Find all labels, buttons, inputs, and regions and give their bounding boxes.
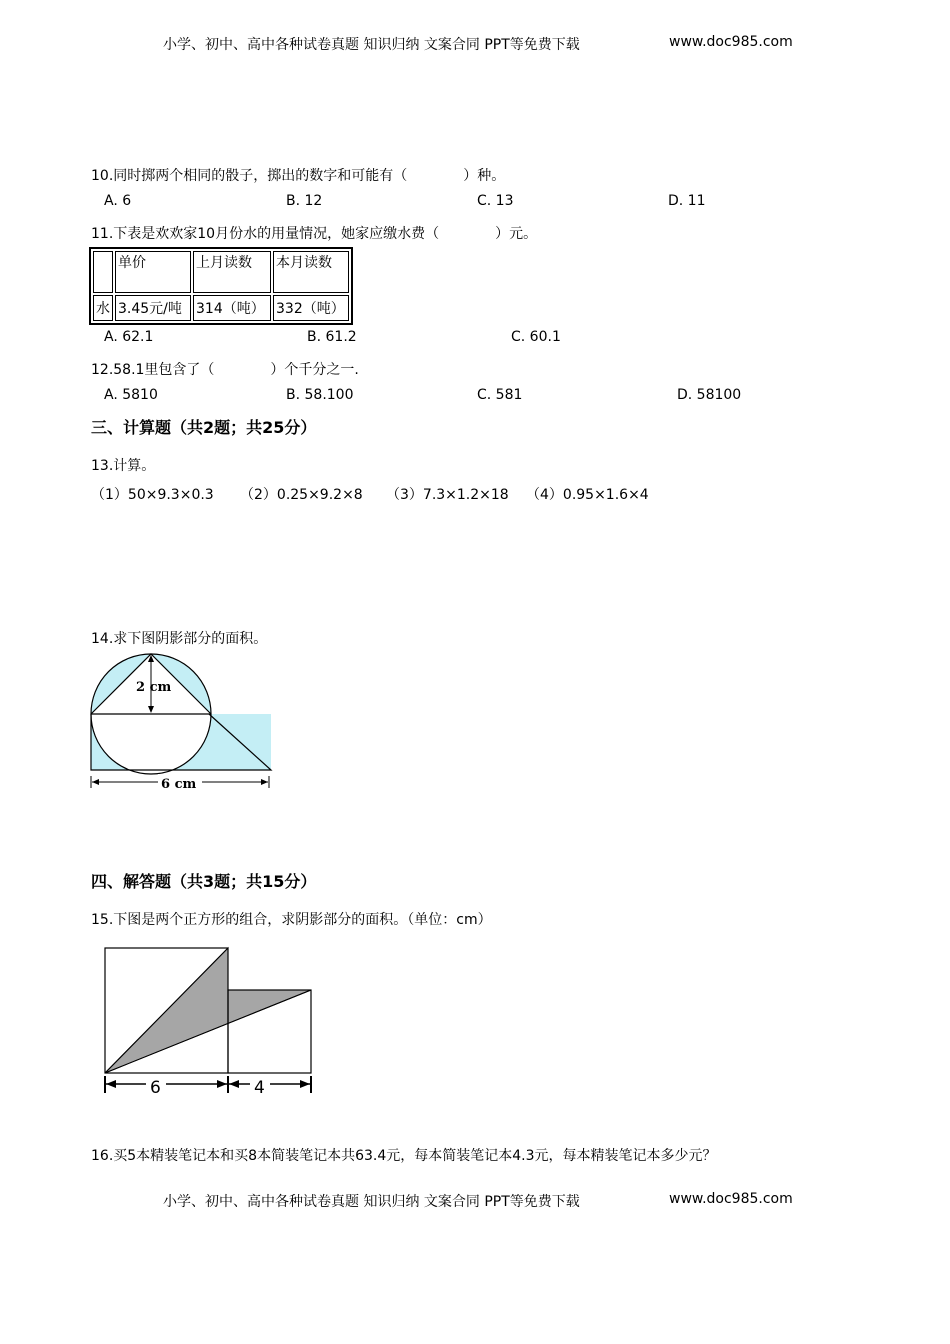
question-11: 11.下表是欢欢家10月份水的用量情况，她家应缴水费（ ）元。	[91, 226, 538, 242]
q15-shaded-region	[105, 948, 311, 1073]
question-16: 16.买5本精装笔记本和买8本简装笔记本共63.4元，每本简装笔记本4.3元，每本精装笔记本多少元？	[91, 1148, 717, 1164]
table-header-cell: 本月读数	[273, 251, 349, 293]
q12-option-a[interactable]: A. 5810	[104, 387, 158, 403]
q11-option-a[interactable]: A. 62.1	[104, 329, 154, 345]
table-header-cell: 上月读数	[193, 251, 271, 293]
q13-item-2: （2）0.25×9.2×8	[240, 487, 363, 503]
q13-item-3: （3）7.3×1.2×18	[386, 487, 509, 503]
table-cell: 水	[93, 295, 113, 321]
header-site[interactable]: www.doc985.com	[669, 34, 793, 50]
table-row	[93, 295, 349, 321]
table-cell: 314（吨）	[193, 295, 271, 321]
question-14: 14.求下图阴影部分的面积。	[91, 631, 268, 647]
footer-text: 小学、初中、高中各种试卷真题 知识归纳 文案合同 PPT等免费下载	[163, 1194, 580, 1210]
q10-option-a[interactable]: A. 6	[104, 193, 132, 209]
table-cell: 3.45元/吨	[115, 295, 191, 321]
header-text: 小学、初中、高中各种试卷真题 知识归纳 文案合同 PPT等免费下载	[163, 37, 580, 53]
q15-figure	[100, 943, 322, 1099]
q15-left-label: 6	[150, 1078, 161, 1098]
q10-option-c[interactable]: C. 13	[477, 193, 514, 209]
question-15: 15.下图是两个正方形的组合，求阴影部分的面积。（单位：cm）	[91, 912, 492, 928]
q12-option-b[interactable]: B. 58.100	[286, 387, 354, 403]
footer-site[interactable]: www.doc985.com	[669, 1191, 793, 1207]
q11-option-b[interactable]: B. 61.2	[307, 329, 357, 345]
q14-base-label: 6 cm	[161, 777, 197, 792]
table-header-cell: 单价	[115, 251, 191, 293]
q13-item-4: （4）0.95×1.6×4	[526, 487, 649, 503]
q12-option-d[interactable]: D. 58100	[677, 387, 742, 403]
q10-option-b[interactable]: B. 12	[286, 193, 323, 209]
water-table	[89, 247, 353, 325]
q10-option-d[interactable]: D. 11	[668, 193, 706, 209]
question-10: 10.同时掷两个相同的骰子，掷出的数字和可能有（ ）种。	[91, 168, 506, 184]
section-3-title: 三、计算题（共2题；共25分）	[91, 418, 317, 437]
q13-item-1: （1）50×9.3×0.3	[91, 487, 214, 503]
table-cell: 332（吨）	[273, 295, 349, 321]
q15-right-label: 4	[254, 1078, 265, 1098]
section-4-title: 四、解答题（共3题；共15分）	[91, 872, 317, 891]
water-table-wrap	[89, 247, 353, 325]
table-header-cell	[93, 251, 113, 293]
q14-height-label: 2 cm	[136, 680, 172, 695]
q12-option-c[interactable]: C. 581	[477, 387, 523, 403]
q14-figure	[88, 650, 278, 792]
question-12: 12.58.1里包含了（ ）个千分之一.	[91, 362, 359, 378]
q11-option-c[interactable]: C. 60.1	[511, 329, 561, 345]
question-13: 13.计算。	[91, 458, 156, 474]
table-header-row	[93, 251, 349, 293]
